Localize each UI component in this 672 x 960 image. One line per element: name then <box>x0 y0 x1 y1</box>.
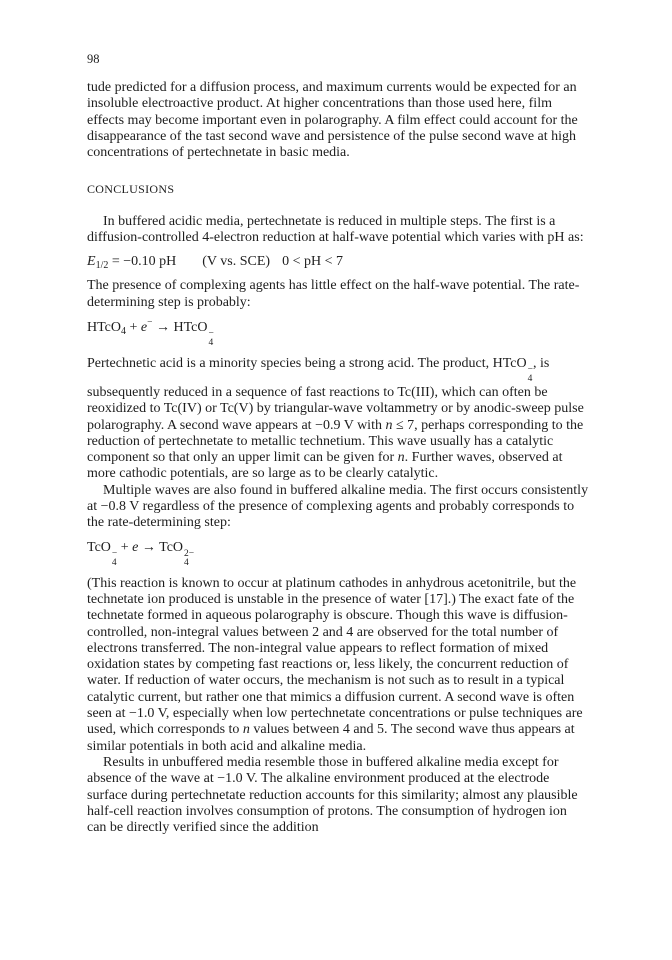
text-segment: ≤ 7, perhaps corresponding to the reduction of pertechnetate to metallic technetium. This wave usually has a catalytic component so that only an upper limit can be given for <box>87 417 584 466</box>
text-segment: Pertechnetic acid is a minority species being a strong acid. The product, HTcO <box>87 355 527 371</box>
eq3-rhs-superscript: 2− <box>184 548 195 559</box>
eq1-range: 0 < pH < 7 <box>282 254 343 270</box>
variable-n: n <box>397 450 405 466</box>
eq3-lhs-superscript: − <box>111 548 118 559</box>
eq2-rhs: HTcO <box>173 319 208 335</box>
eq3-rhs-subscript: 4 <box>184 558 189 569</box>
eq2-rhs-scripts <box>209 330 214 349</box>
paragraph-intro: tude predicted for a diffusion process, and maximum currents would be expected for an insoluble electroactive product. At higher concentrations than those used here, film effects may become important even in polarography. A film effect could account for the disappearance of the tast second wave and persistence of the pulse second wave at high concentrations of pertechnetate in basic media. <box>87 80 578 161</box>
eq1-e-symbol: E <box>87 254 96 270</box>
eq3-rhs: TcO <box>159 539 184 555</box>
eq3-rhs-scripts <box>184 550 194 569</box>
eq2-lhs-subscript: 4 <box>121 325 127 337</box>
equation-rate-determining-alkaline <box>87 540 589 569</box>
variable-n: n <box>385 417 393 433</box>
variable-n: n <box>242 722 250 738</box>
text-segment: , is subsequently reduced in a sequence of fast reactions to Tc(III), which can often be reoxidized to Tc(IV) or Tc(V) by triangular-wave voltammetry or by anodic-sweep pulse polarography. A second wave appears at −0.9 V with <box>87 355 584 433</box>
eq3-lhs: TcO <box>87 539 111 555</box>
eq3-arrow: → <box>138 539 160 555</box>
eq2-rhs-superscript: − <box>208 328 214 339</box>
paragraph-acidic-media: In buffered acidic media, pertechnetate is reduced in multiple steps. The first is a diffusion-controlled 4-electron reduction at half-wave potential which varies with pH as: <box>87 213 584 246</box>
text-segment: . Further waves, observed at more cathodic potentials, are so large as to be clearly catalytic. <box>87 450 563 482</box>
eq3-plus: + <box>117 539 133 555</box>
paragraph-unbuffered-media: Results in unbuffered media resemble those in buffered alkaline media except for absence of the wave at −1.0 V. The alkaline environment produced at the electrode surface during pertechnetate reduction accounts for this similarity; almost any plausible half-cell reaction involves consumption of protons. The consumption of hydrogen ion can be directly verified since the addition <box>87 754 578 836</box>
text-segment: (This reaction is known to occur at platinum cathodes in anhydrous acetonitrile, but the technetate ion produced is unstable in the presence of water [17].) The exact fate of the technetate formed in aqueous polarography is obscure. Though this wave is diffusion-controlled, non-integral values between 2 and 4 are observed for the total number of electrons transferred. The non-integral value appears to reflect formation of mixed oxidation states by competing fast reactions or, less likely, the concurrent reduction of water. If reduction of water occurs, the mechanism is not such as to result in a typical catalytic current, but rather one that mimics a diffusion current. A second wave is often seen at −1.0 V, especially when low pertechnetate concentrations or pulse techniques are used, which corresponds to <box>87 575 583 738</box>
eq2-arrow: → <box>152 319 174 335</box>
eq1-subscript: 1/2 <box>95 260 109 272</box>
eq1-reference: (V vs. SCE) <box>202 254 271 270</box>
paragraph-pertechnetic-acid <box>87 356 589 483</box>
paragraph-technetate-reaction <box>87 576 589 755</box>
text-segment: values between 4 and 5. The second wave thus appears at similar potentials in both acid and alkaline media. <box>87 722 575 754</box>
htco4-superscript: − <box>527 364 533 375</box>
eq2-electron: e <box>140 319 148 335</box>
equation-half-wave-potential <box>87 254 589 271</box>
htco4-subscript: 4 <box>527 374 533 385</box>
eq2-rhs-subscript: 4 <box>208 338 214 349</box>
eq2-lhs: HTcO <box>87 319 122 335</box>
eq3-electron: e <box>132 539 139 555</box>
page-number: 98 <box>87 52 100 66</box>
page-body <box>87 80 589 836</box>
paragraph-complexing: The presence of complexing agents has little effect on the half-wave potential. The rate-determining step is probably: <box>87 278 580 310</box>
eq2-electron-charge: − <box>147 317 153 328</box>
eq1-rhs: = −0.10 pH <box>108 254 177 270</box>
equation-rate-determining-acidic <box>87 319 589 349</box>
eq2-plus: + <box>126 319 141 335</box>
eq3-lhs-subscript: 4 <box>111 558 117 569</box>
section-heading-conclusions: CONCLUSIONS <box>87 182 175 197</box>
paragraph-alkaline-media: Multiple waves are also found in buffered alkaline media. The first occurs consistently at −0.8 V regardless of the presence of complexing agents and probably corresponds to the rate-determining step: <box>87 482 589 531</box>
